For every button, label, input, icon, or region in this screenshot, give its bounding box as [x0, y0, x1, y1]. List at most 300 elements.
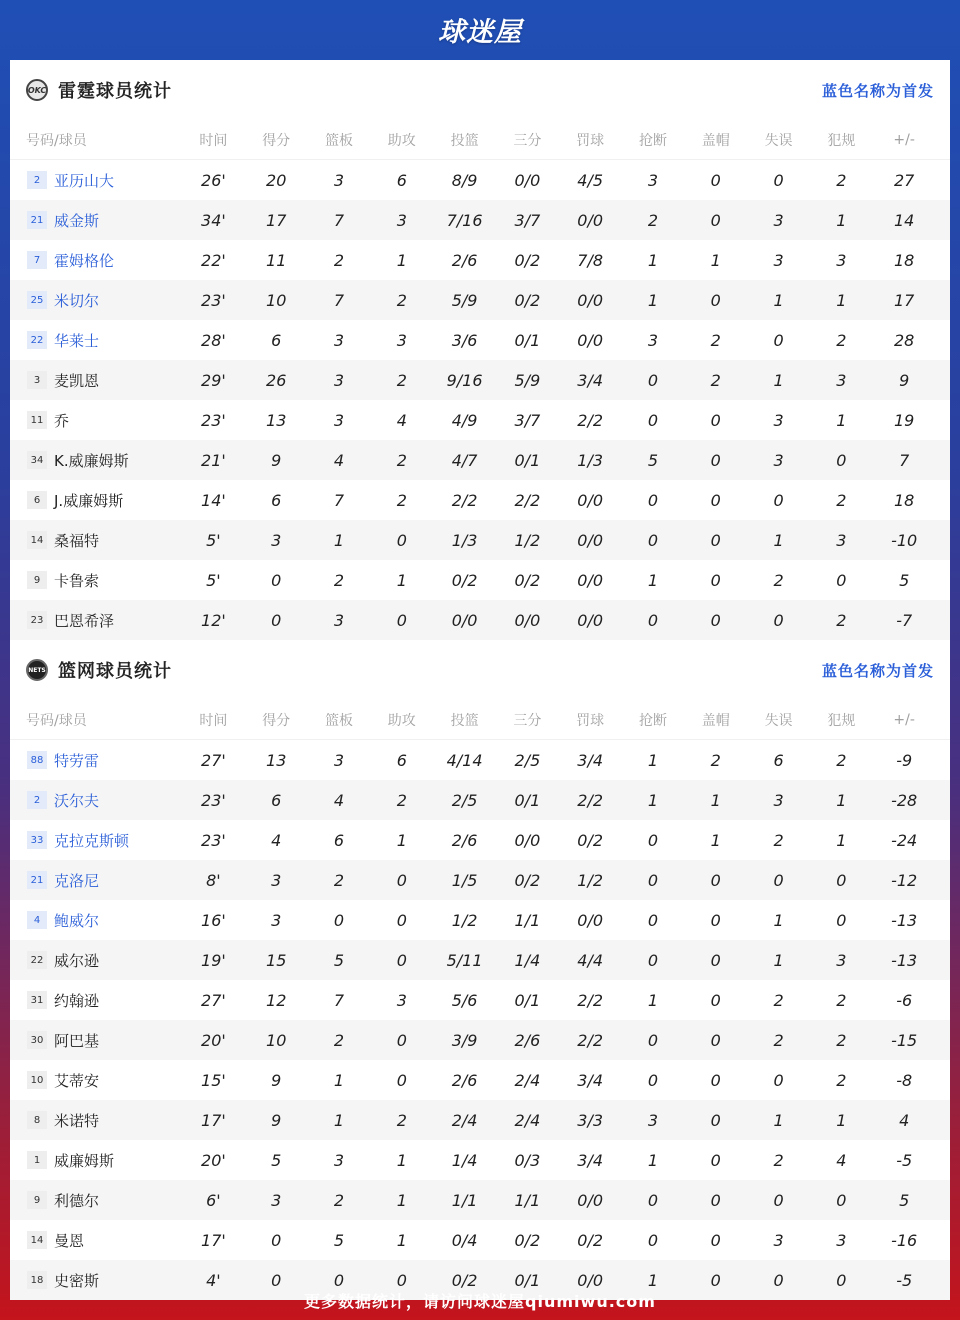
jersey-number-badge: 8 [27, 1111, 47, 1129]
stat-cell: 0 [836, 570, 847, 590]
stat-cell: 0 [773, 170, 784, 190]
stat-cell: 3/9 [451, 1030, 478, 1050]
stat-cell: 0/0 [577, 330, 604, 350]
jersey-number-badge: 7 [27, 251, 47, 269]
stat-cell: 1/2 [577, 870, 604, 890]
stat-cell: 0 [836, 450, 847, 470]
stat-cell: 0 [647, 1070, 659, 1090]
player-name[interactable]: 阿巴基 [54, 1031, 100, 1050]
stat-cell: 5' [206, 530, 221, 550]
stat-cell: 0 [647, 610, 659, 630]
stat-cell: 4 [836, 1150, 847, 1170]
stat-cell: 1/2 [451, 910, 478, 930]
brand-header [0, 0, 960, 58]
stat-cell: 12' [201, 610, 226, 630]
player-row[interactable] [10, 1180, 950, 1220]
stat-cell: 8' [206, 870, 221, 890]
stat-cell: 19 [893, 410, 915, 430]
stat-cell: 4 [333, 790, 345, 810]
jersey-number-badge: 22 [27, 951, 47, 969]
stat-cell: 4 [333, 450, 345, 470]
stat-cell: 1 [836, 410, 847, 430]
jersey-number-badge: 9 [27, 1191, 47, 1209]
jersey-number-badge: 1 [27, 1151, 47, 1169]
stat-cell: 2 [836, 750, 847, 770]
column-header: 号码/球员 [26, 712, 87, 729]
stat-cell: 0/0 [577, 570, 604, 590]
player-row[interactable] [10, 1100, 950, 1140]
stat-cell: 1 [396, 1230, 407, 1250]
player-cell [10, 950, 182, 971]
stat-cell: 18 [893, 490, 915, 510]
stat-cell: 1 [333, 1070, 345, 1090]
stat-cell: 1 [396, 570, 407, 590]
player-row[interactable] [10, 1220, 950, 1260]
stat-cell: 5/11 [446, 950, 483, 970]
jersey-number-badge: 22 [27, 331, 47, 349]
player-cell [10, 570, 182, 591]
column-header-row [10, 120, 950, 160]
stat-cell: 2 [396, 1110, 407, 1130]
player-row[interactable] [10, 360, 950, 400]
stat-cell: 0 [773, 870, 784, 890]
player-cell [10, 530, 182, 551]
stat-cell: 1 [333, 1110, 345, 1130]
stat-cell: 4/5 [577, 170, 604, 190]
stat-cell: 2 [333, 1030, 345, 1050]
stat-cell: 0 [710, 530, 721, 550]
stat-cell: 2/2 [577, 1030, 604, 1050]
stat-cell: 34' [201, 210, 226, 230]
stat-cell: 2 [836, 990, 847, 1010]
stat-cell: 9 [271, 1070, 282, 1090]
player-name[interactable]: 鲍威尔 [54, 911, 100, 930]
stat-cell: 28 [893, 330, 915, 350]
column-header: 助攻 [387, 712, 416, 729]
player-cell [10, 750, 182, 771]
stat-cell: 0/2 [514, 870, 541, 890]
stat-cell: 0 [647, 870, 659, 890]
stat-cell: 3 [773, 1230, 784, 1250]
stat-cell: 1 [836, 1110, 847, 1130]
jersey-number-badge: 30 [27, 1031, 47, 1049]
stat-cell: 13 [266, 410, 287, 430]
stat-cell: 2 [647, 210, 659, 230]
stat-cell: 3/7 [514, 410, 541, 430]
player-row[interactable] [10, 1140, 950, 1180]
stat-cell: 7 [333, 290, 345, 310]
player-row[interactable] [10, 980, 950, 1020]
jersey-number-badge: 14 [27, 531, 47, 549]
jersey-number-badge: 88 [27, 751, 47, 769]
player-cell [10, 290, 182, 311]
player-cell [10, 330, 182, 351]
stat-cell: 2 [836, 170, 847, 190]
stat-cell: 0 [773, 490, 784, 510]
stat-cell: -13 [891, 910, 918, 930]
stat-cell: 9 [271, 1110, 282, 1130]
stat-cell: 6 [271, 490, 282, 510]
stat-cell: 1 [836, 830, 847, 850]
stat-cell: 0 [271, 570, 282, 590]
stat-cell: 7 [333, 990, 345, 1010]
player-row[interactable] [10, 520, 950, 560]
nets-logo-icon: NETS [26, 659, 48, 681]
stat-cell: 23' [201, 790, 226, 810]
player-name[interactable]: 华莱士 [54, 331, 100, 350]
stat-cell: 2/2 [451, 490, 478, 510]
stat-cell: 0/0 [577, 1190, 604, 1210]
player-name[interactable]: 巴恩希泽 [54, 611, 115, 630]
stat-cell: 9/16 [446, 370, 483, 390]
stat-cell: 20 [266, 170, 287, 190]
player-row[interactable] [10, 560, 950, 600]
stat-cell: 9 [271, 450, 282, 470]
column-header: 盖帽 [701, 132, 730, 149]
stat-cell: 2/2 [577, 410, 604, 430]
player-cell [10, 610, 182, 631]
stat-cell: 0/2 [451, 1270, 478, 1290]
player-row[interactable] [10, 600, 950, 640]
stat-cell: 0 [647, 1030, 659, 1050]
player-name[interactable]: 利德尔 [54, 1191, 100, 1210]
stat-cell: 0/4 [451, 1230, 478, 1250]
stat-cell: 20' [201, 1150, 226, 1170]
stat-cell: 0/0 [514, 830, 541, 850]
stat-cell: 4/4 [577, 950, 604, 970]
player-name[interactable]: 威尔逊 [54, 951, 100, 970]
stat-cell: 0 [396, 1070, 407, 1090]
stat-cell: 0 [710, 410, 721, 430]
player-row[interactable] [10, 440, 950, 480]
stat-cell: 5 [271, 1150, 282, 1170]
column-header: 犯规 [827, 712, 856, 729]
stat-cell: 0/0 [577, 610, 604, 630]
stat-cell: 0 [773, 610, 784, 630]
stat-cell: 3 [271, 910, 282, 930]
stat-cell: 0 [271, 1270, 282, 1290]
player-row[interactable] [10, 320, 950, 360]
stats-panel [10, 60, 950, 1290]
stat-cell: 7/8 [577, 250, 604, 270]
stat-cell: 0/3 [514, 1150, 541, 1170]
player-name[interactable]: 克洛尼 [54, 871, 100, 890]
stat-cell: 1 [647, 570, 659, 590]
stat-cell: -5 [896, 1270, 913, 1290]
player-name[interactable]: 特劳雷 [54, 751, 100, 770]
stat-cell: 2/6 [451, 830, 478, 850]
stat-cell: 3 [836, 1230, 847, 1250]
stat-cell: 2 [333, 1190, 345, 1210]
stat-cell: 0 [710, 1070, 721, 1090]
stat-cell: 2/4 [451, 1110, 478, 1130]
player-row[interactable] [10, 820, 950, 860]
stat-cell: 5/6 [451, 990, 478, 1010]
stat-cell: 1 [710, 250, 721, 270]
player-row[interactable] [10, 940, 950, 980]
stat-cell: -10 [891, 530, 918, 550]
player-cell [10, 1150, 182, 1171]
column-header: 犯规 [827, 132, 856, 149]
player-name[interactable]: 桑福特 [54, 531, 100, 550]
stat-cell: 1 [773, 1110, 784, 1130]
jersey-number-badge: 33 [27, 831, 47, 849]
stat-cell: 3 [836, 370, 847, 390]
stat-cell: 3 [836, 530, 847, 550]
stat-cell: 8/9 [451, 170, 478, 190]
player-row[interactable] [10, 280, 950, 320]
stat-cell: 1 [396, 250, 407, 270]
stat-cell: 3 [271, 1190, 282, 1210]
stat-cell: 5 [899, 1190, 910, 1210]
jersey-number-badge: 2 [27, 171, 47, 189]
player-row[interactable] [10, 740, 950, 780]
stat-cell: 2 [773, 570, 784, 590]
stat-cell: -6 [896, 990, 913, 1010]
stat-cell: 23' [201, 830, 226, 850]
column-header: 失误 [764, 712, 793, 729]
stat-cell: 0 [271, 1230, 282, 1250]
player-name[interactable]: 威廉姆斯 [54, 1151, 115, 1170]
stat-cell: 3 [333, 170, 345, 190]
stat-cell: 0/0 [514, 170, 541, 190]
player-name[interactable]: 卡鲁索 [54, 571, 100, 590]
stat-cell: 1 [647, 1150, 659, 1170]
teams-container [10, 60, 950, 1300]
player-cell [10, 210, 182, 231]
stat-cell: 2 [333, 250, 345, 270]
stat-cell: 2 [396, 370, 407, 390]
player-name[interactable]: 克拉克斯顿 [54, 831, 130, 850]
stat-cell: 4/7 [451, 450, 478, 470]
stat-cell: 6 [333, 830, 345, 850]
stat-cell: 3 [333, 410, 345, 430]
stat-cell: 0/1 [514, 1270, 541, 1290]
stat-cell: 0 [396, 1030, 407, 1050]
player-name[interactable]: 曼恩 [54, 1231, 85, 1250]
stat-cell: 4 [899, 1110, 910, 1130]
stat-cell: 10 [266, 290, 287, 310]
stat-cell: 0 [836, 910, 847, 930]
player-row[interactable] [10, 1020, 950, 1060]
column-header: 篮板 [324, 132, 353, 149]
stat-cell: 1/3 [451, 530, 478, 550]
player-cell [10, 170, 182, 191]
stat-cell: 0/2 [451, 570, 478, 590]
stat-cell: 1 [773, 950, 784, 970]
stat-cell: -16 [891, 1230, 918, 1250]
player-name[interactable]: K.威廉姆斯 [54, 451, 129, 470]
stat-cell: 2 [773, 1150, 784, 1170]
stat-cell: 28' [201, 330, 226, 350]
stat-cell: 1 [773, 530, 784, 550]
stat-cell: 3/7 [514, 210, 541, 230]
stat-cell: 0 [710, 1030, 721, 1050]
stat-cell: 2/2 [514, 490, 541, 510]
stat-cell: 2/6 [514, 1030, 541, 1050]
column-header: 失误 [764, 132, 793, 149]
stat-cell: 3 [333, 610, 345, 630]
stat-cell: 3 [836, 250, 847, 270]
stat-cell: 1 [333, 530, 345, 550]
stat-cell: 4 [396, 410, 407, 430]
stat-cell: 3 [396, 990, 407, 1010]
stat-cell: 1 [710, 830, 721, 850]
team-section-thunder [10, 60, 950, 640]
stat-cell: 3 [396, 330, 407, 350]
stat-cell: 3 [773, 790, 784, 810]
stat-cell: 0 [396, 950, 407, 970]
stat-cell: 0 [710, 910, 721, 930]
stat-cell: 3/4 [577, 370, 604, 390]
stat-cell: 0 [710, 1150, 721, 1170]
stat-cell: 15 [266, 950, 287, 970]
stat-cell: 4/9 [451, 410, 478, 430]
stat-cell: 0/0 [577, 210, 604, 230]
stat-cell: 0 [773, 1270, 784, 1290]
player-name[interactable]: 艾蒂安 [54, 1071, 100, 1090]
stat-cell: 1/3 [577, 450, 604, 470]
stat-cell: 17 [266, 210, 287, 230]
stat-cell: 0 [647, 490, 659, 510]
stat-cell: -8 [896, 1070, 913, 1090]
stat-cell: 21' [201, 450, 226, 470]
jersey-number-badge: 14 [27, 1231, 47, 1249]
stat-cell: 15' [201, 1070, 226, 1090]
stat-cell: 1 [647, 290, 659, 310]
stat-cell: 0 [647, 370, 659, 390]
stat-cell: 0 [647, 950, 659, 970]
column-header: 三分 [513, 712, 542, 729]
player-row[interactable] [10, 900, 950, 940]
column-header: 抢断 [638, 132, 667, 149]
column-header: 时间 [199, 132, 228, 149]
column-header: 号码/球员 [26, 132, 87, 149]
stat-cell: 0 [647, 910, 659, 930]
stat-cell: 0 [710, 210, 721, 230]
stat-cell: 6 [271, 790, 282, 810]
player-name[interactable]: 亚历山大 [54, 171, 115, 190]
stat-cell: 7 [899, 450, 910, 470]
stat-cell: 10 [266, 1030, 287, 1050]
jersey-number-badge: 34 [27, 451, 47, 469]
stat-cell: 0/2 [514, 290, 541, 310]
player-row[interactable] [10, 160, 950, 200]
stat-cell: 18 [893, 250, 915, 270]
stat-cell: 26 [266, 370, 287, 390]
column-header-row [10, 700, 950, 740]
stat-cell: 1 [647, 790, 659, 810]
jersey-number-badge: 25 [27, 291, 47, 309]
stat-cell: 23' [201, 290, 226, 310]
stat-cell: 2 [773, 990, 784, 1010]
jersey-number-badge: 11 [27, 411, 47, 429]
player-name[interactable]: 霍姆格伦 [54, 251, 115, 270]
stat-cell: 9 [899, 370, 910, 390]
stat-cell: 2 [396, 450, 407, 470]
stat-cell: 0/2 [577, 830, 604, 850]
player-row[interactable] [10, 860, 950, 900]
stat-cell: 0/0 [577, 490, 604, 510]
stat-cell: 0/0 [514, 610, 541, 630]
player-row[interactable] [10, 400, 950, 440]
player-name[interactable]: 麦凯恩 [54, 371, 100, 390]
stat-cell: 6 [773, 750, 784, 770]
stat-cell: 3/4 [577, 750, 604, 770]
stat-cell: 0/0 [577, 910, 604, 930]
stat-cell: 6 [396, 750, 407, 770]
column-header: 投篮 [450, 132, 479, 149]
player-name[interactable]: 约翰逊 [54, 991, 100, 1010]
stat-cell: 4 [271, 830, 282, 850]
stat-cell: -7 [896, 610, 913, 630]
jersey-number-badge: 3 [27, 371, 47, 389]
jersey-number-badge: 21 [27, 871, 47, 889]
stat-cell: 27' [201, 990, 226, 1010]
stat-cell: 1 [396, 830, 407, 850]
stat-cell: 1/4 [451, 1150, 478, 1170]
stat-cell: 0 [710, 870, 721, 890]
column-header: 三分 [513, 132, 542, 149]
stat-cell: 1 [710, 790, 721, 810]
player-name[interactable]: 米诺特 [54, 1111, 100, 1130]
stat-cell: 5 [333, 1230, 345, 1250]
player-name[interactable]: 威金斯 [54, 211, 100, 230]
player-cell [10, 870, 182, 891]
stat-cell: 3/6 [451, 330, 478, 350]
stat-cell: 0/2 [514, 250, 541, 270]
stat-cell: -24 [891, 830, 918, 850]
stat-cell: 5/9 [451, 290, 478, 310]
stat-cell: 2 [333, 570, 345, 590]
stat-cell: 0 [396, 530, 407, 550]
stat-cell: 1 [773, 370, 784, 390]
player-row[interactable] [10, 780, 950, 820]
stat-cell: 29' [201, 370, 226, 390]
stat-cell: 13 [266, 750, 287, 770]
stat-cell: 5/9 [514, 370, 541, 390]
stat-cell: 6 [396, 170, 407, 190]
player-row[interactable] [10, 200, 950, 240]
player-name[interactable]: 沃尔夫 [54, 791, 100, 810]
stat-cell: 7/16 [446, 210, 483, 230]
stat-cell: 1/5 [451, 870, 478, 890]
player-cell [10, 1110, 182, 1131]
column-header: 抢断 [638, 712, 667, 729]
jersey-number-badge: 18 [27, 1271, 47, 1289]
stat-cell: 1 [647, 750, 659, 770]
stat-cell: 0/0 [451, 610, 478, 630]
stat-cell: 3 [773, 450, 784, 470]
stat-cell: 0 [710, 990, 721, 1010]
stat-cell: 12 [266, 990, 287, 1010]
stat-cell: 6 [271, 330, 282, 350]
column-header: +/- [893, 131, 915, 148]
player-name[interactable]: 乔 [54, 411, 70, 430]
player-row[interactable] [10, 240, 950, 280]
stat-cell: 2/4 [514, 1070, 541, 1090]
player-name[interactable]: 米切尔 [54, 291, 100, 310]
player-name[interactable]: J.威廉姆斯 [54, 491, 124, 510]
player-row[interactable] [10, 480, 950, 520]
player-name[interactable]: 史密斯 [54, 1271, 100, 1290]
stat-cell: 2/6 [451, 1070, 478, 1090]
stat-cell: 2 [836, 1030, 847, 1050]
player-row[interactable] [10, 1060, 950, 1100]
team-title: 雷霆球员统计 [58, 81, 172, 102]
footer-text: 更多数据统计，请访问球迷屋qiumiwu.com [304, 1291, 656, 1311]
stat-cell: 3 [271, 530, 282, 550]
